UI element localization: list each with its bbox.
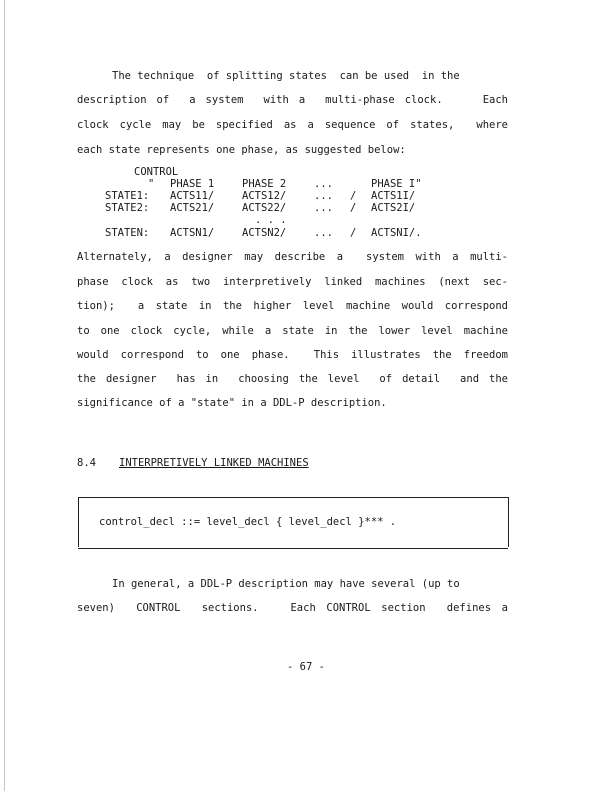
para2-line-1: Alternately, a designer may describe a system with a multi- (77, 251, 508, 263)
table-row-1-state: STATE1: (105, 190, 150, 202)
page-number: - 67 - (287, 661, 325, 673)
para1-line-2: description of a system with a multi-phase clock. Each (77, 94, 508, 106)
para1-line-1: The technique of splitting states can be used in the (112, 70, 460, 82)
table-row-3-slash: / (350, 227, 357, 239)
table-row-1-ellipsis: ... (314, 190, 333, 202)
para2-line-2: phase clock as two interpretively linked machines (next sec- (77, 276, 508, 288)
para2-line-4: to one clock cycle, while a state in the lower level machine (77, 325, 508, 337)
table-header-ellipsis: ... (314, 178, 333, 190)
table-row-1-c1: ACTS11/ (170, 190, 215, 202)
grammar-box-left-edge (78, 497, 79, 547)
table-header-quote: " (148, 178, 155, 190)
para2-line-5: would correspond to one phase. This illustrates the freedom (77, 349, 508, 361)
para2-line-6: the designer has in choosing the level of detail and the (77, 373, 508, 385)
table-row-2-state: STATE2: (105, 202, 150, 214)
para1-line-4: each state represents one phase, as suggested below: (77, 144, 406, 156)
table-row-2-ellipsis: ... (314, 202, 333, 214)
table-row-1-c2: ACTS12/ (242, 190, 287, 202)
grammar-box-right-edge (508, 497, 509, 547)
para3-line-1: In general, a DDL-P description may have several (up to (112, 578, 460, 590)
table-header-phaseI: PHASE I" (371, 178, 422, 190)
table-row-3-state: STATEN: (105, 227, 150, 239)
table-header-phase1: PHASE 1 (170, 178, 215, 190)
table-header-phase2: PHASE 2 (242, 178, 287, 190)
table-row-2-c2: ACTS22/ (242, 202, 287, 214)
table-vertical-dots: . . . (255, 214, 287, 226)
para2-line-3: tion); a state in the higher level machine would correspond (77, 300, 508, 312)
section-number: 8.4 (77, 457, 96, 469)
table-row-3-c2: ACTSN2/ (242, 227, 287, 239)
table-row-2-slash: / (350, 202, 357, 214)
para3-line-2: seven) CONTROL sections. Each CONTROL section defines a (77, 602, 508, 614)
section-title: INTERPRETIVELY LINKED MACHINES (119, 457, 309, 469)
para2-line-7: significance of a "state" in a DDL-P description. (77, 397, 387, 409)
grammar-rule: control_decl ::= level_decl { level_decl }*** . (99, 516, 397, 528)
table-row-2-c1: ACTS21/ (170, 202, 215, 214)
para1-line-3: clock cycle may be specified as a sequence of states, where (77, 119, 508, 131)
table-row-1-last: ACTS1I/ (371, 190, 416, 202)
table-row-1-slash: / (350, 190, 357, 202)
table-row-3-c1: ACTSN1/ (170, 227, 215, 239)
table-row-3-last: ACTSNI/. (371, 227, 422, 239)
table-row-3-ellipsis: ... (314, 227, 333, 239)
table-control-label: CONTROL (134, 166, 179, 178)
table-row-2-last: ACTS2I/ (371, 202, 416, 214)
